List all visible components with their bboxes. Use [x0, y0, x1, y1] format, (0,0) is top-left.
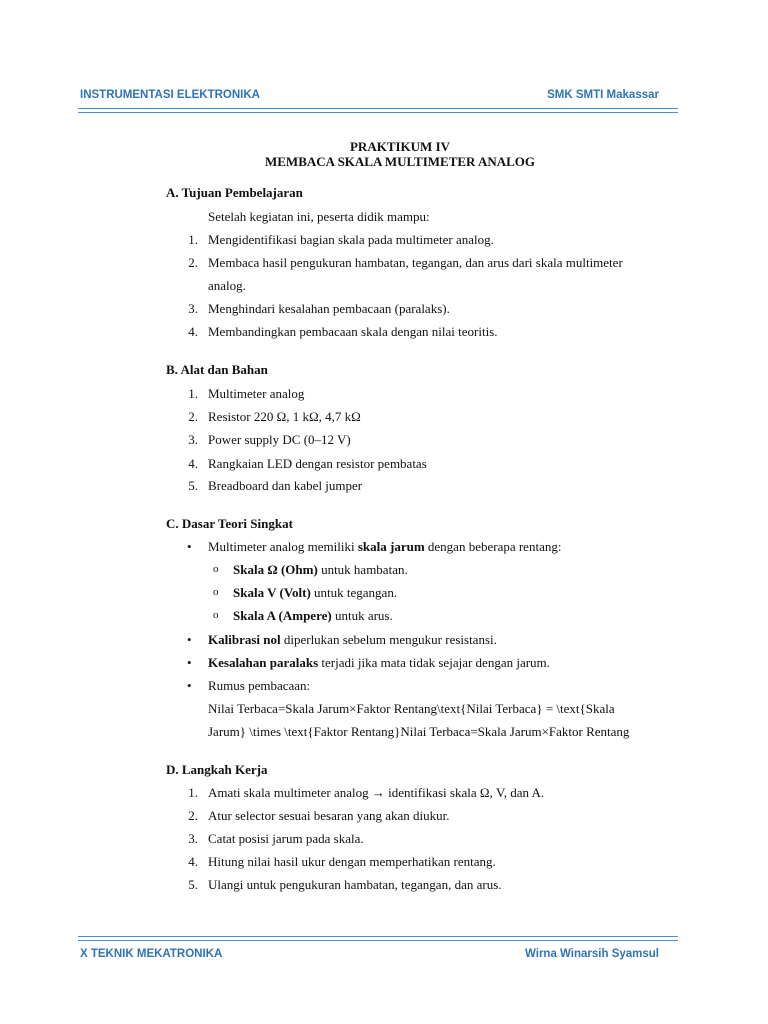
- list-number: 3.: [188, 831, 198, 846]
- footer-rule-bottom: [78, 940, 678, 941]
- sub-bullet-item: Skala A (Ampere) untuk arus.: [233, 608, 393, 623]
- sub-bullet-item: Skala V (Volt) untuk tegangan.: [233, 585, 398, 600]
- section-b-heading: B. Alat dan Bahan: [166, 362, 268, 377]
- section-a-heading: A. Tujuan Pembelajaran: [166, 185, 303, 200]
- list-item: Catat posisi jarum pada skala.: [208, 831, 364, 846]
- list-item: Resistor 220 Ω, 1 kΩ, 4,7 kΩ: [208, 409, 361, 424]
- title-line-2: MEMBACA SKALA MULTIMETER ANALOG: [264, 154, 536, 169]
- section-a-intro: Setelah kegiatan ini, peserta didik mampu:: [208, 209, 430, 224]
- list-item-continuation: analog.: [208, 278, 246, 293]
- list-item: Breadboard dan kabel jumper: [208, 478, 363, 493]
- sub-bullet-item: Skala Ω (Ohm) untuk hambatan.: [233, 562, 408, 577]
- sub-bullet-marker: o: [213, 586, 219, 598]
- bullet-marker: •: [187, 539, 192, 554]
- list-number: 1.: [188, 785, 198, 800]
- bullet-item: Rumus pembacaan:: [208, 678, 311, 693]
- bullet-marker: •: [187, 655, 192, 670]
- bullet-marker: •: [187, 678, 192, 693]
- list-item: Ulangi untuk pengukuran hambatan, tegangan, dan arus.: [208, 877, 502, 892]
- list-number: 2.: [188, 255, 198, 270]
- sub-bullet-marker: o: [213, 563, 219, 575]
- footer-rule-top: [78, 936, 678, 937]
- list-item: Atur selector sesuai besaran yang akan diukur.: [208, 808, 450, 823]
- footer-left: X TEKNIK MEKATRONIKA: [80, 948, 223, 960]
- header-rule-top: [78, 108, 678, 109]
- list-number: 5.: [188, 478, 198, 493]
- bullet-item: Multimeter analog memiliki skala jarum dengan beberapa rentang:: [208, 539, 562, 554]
- bullet-item: Kalibrasi nol diperlukan sebelum mengukur resistansi.: [208, 632, 497, 647]
- list-number: 2.: [188, 409, 198, 424]
- list-number: 3.: [188, 301, 198, 316]
- list-item: Hitung nilai hasil ukur dengan memperhatikan rentang.: [208, 854, 496, 869]
- list-item: Multimeter analog: [208, 386, 305, 401]
- header-right: SMK SMTI Makassar: [547, 89, 659, 101]
- list-number: 3.: [188, 432, 198, 447]
- list-item: Amati skala multimeter analog → identifikasi skala Ω, V, dan A.: [208, 785, 545, 800]
- page-footer: [80, 948, 659, 960]
- sub-bullet-marker: o: [213, 609, 219, 621]
- list-number: 4.: [188, 854, 198, 869]
- formula-line-2: Jarum} \times \text{Faktor Rentang}Nilai Terbaca=Skala Jarum×Faktor Rentang: [208, 724, 630, 739]
- header-rule-bottom: [78, 112, 678, 113]
- section-c-heading: C. Dasar Teori Singkat: [166, 516, 293, 531]
- formula-line-1: Nilai Terbaca=Skala Jarum×Faktor Rentang\text{Nilai Terbaca} = \text{Skala: [208, 701, 615, 716]
- title-line-1: PRAKTIKUM IV: [349, 139, 451, 154]
- list-number: 4.: [188, 456, 198, 471]
- list-item: Menghindari kesalahan pembacaan (paralaks).: [208, 301, 450, 316]
- list-item: Membaca hasil pengukuran hambatan, tegangan, dan arus dari skala multimeter: [208, 255, 623, 270]
- page-header: [80, 89, 659, 101]
- list-item: Power supply DC (0–12 V): [208, 432, 351, 447]
- list-item: Membandingkan pembacaan skala dengan nilai teoritis.: [208, 324, 498, 339]
- section-d-heading: D. Langkah Kerja: [166, 762, 268, 777]
- list-number: 5.: [188, 877, 198, 892]
- bullet-item: Kesalahan paralaks terjadi jika mata tidak sejajar dengan jarum.: [208, 655, 550, 670]
- header-left: INSTRUMENTASI ELEKTRONIKA: [80, 89, 260, 101]
- bullet-marker: •: [187, 632, 192, 647]
- list-number: 4.: [188, 324, 198, 339]
- list-number: 2.: [188, 808, 198, 823]
- list-number: 1.: [188, 386, 198, 401]
- footer-right: Wirna Winarsih Syamsul: [525, 948, 659, 960]
- list-number: 1.: [188, 232, 198, 247]
- list-item: Mengidentifikasi bagian skala pada multimeter analog.: [208, 232, 494, 247]
- list-item: Rangkaian LED dengan resistor pembatas: [208, 456, 427, 471]
